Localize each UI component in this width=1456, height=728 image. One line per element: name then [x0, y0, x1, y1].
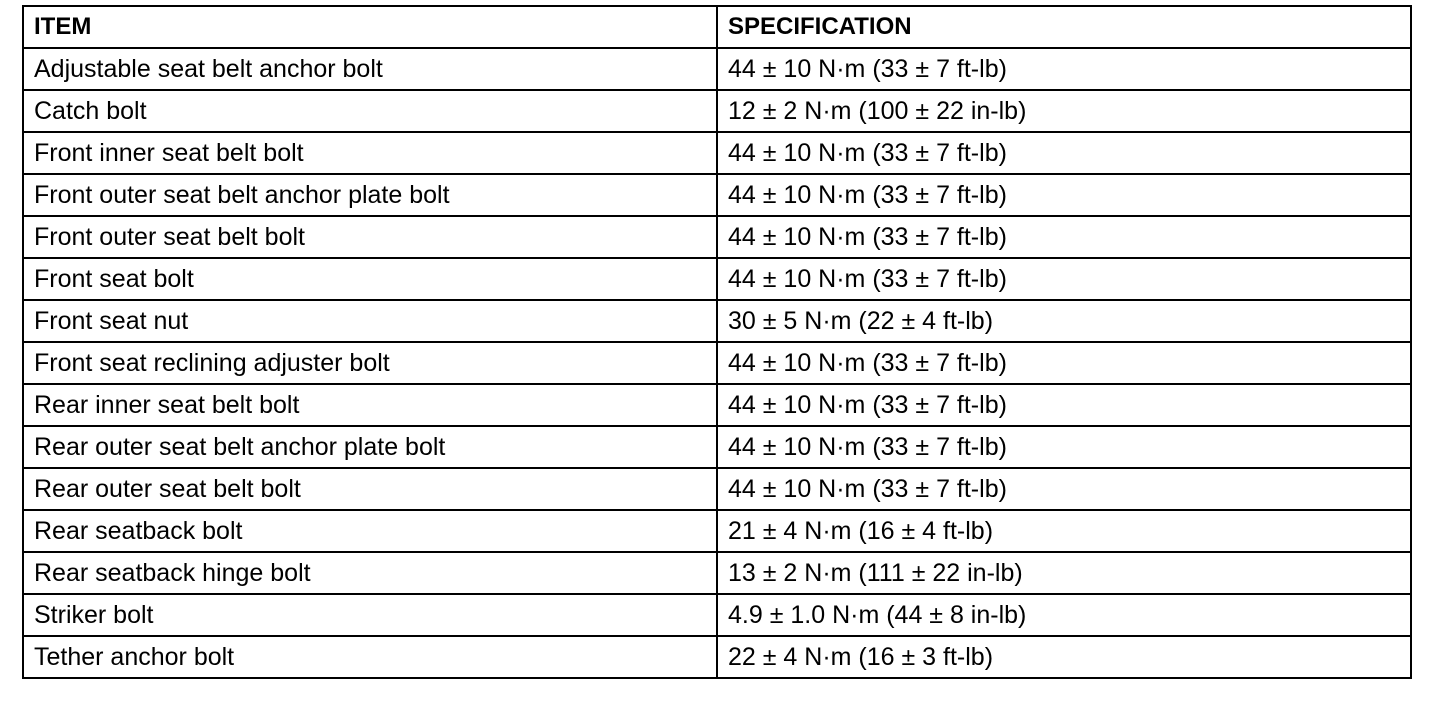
item-cell: Front inner seat belt bolt	[23, 132, 717, 174]
specification-cell: 44 ± 10 N·m (33 ± 7 ft-lb)	[717, 132, 1411, 174]
specification-cell: 44 ± 10 N·m (33 ± 7 ft-lb)	[717, 384, 1411, 426]
specification-cell: 13 ± 2 N·m (111 ± 22 in-lb)	[717, 552, 1411, 594]
item-cell: Striker bolt	[23, 594, 717, 636]
table-row	[23, 300, 1411, 342]
specification-cell: 12 ± 2 N·m (100 ± 22 in-lb)	[717, 90, 1411, 132]
specification-cell: 44 ± 10 N·m (33 ± 7 ft-lb)	[717, 468, 1411, 510]
table-row	[23, 132, 1411, 174]
item-cell: Front outer seat belt anchor plate bolt	[23, 174, 717, 216]
table-row	[23, 636, 1411, 678]
table-row	[23, 258, 1411, 300]
specification-cell: 44 ± 10 N·m (33 ± 7 ft-lb)	[717, 342, 1411, 384]
item-cell: Rear outer seat belt anchor plate bolt	[23, 426, 717, 468]
item-cell: Adjustable seat belt anchor bolt	[23, 48, 717, 90]
table-row	[23, 384, 1411, 426]
table-row	[23, 342, 1411, 384]
column-header-specification: SPECIFICATION	[717, 6, 1411, 48]
item-cell: Front seat nut	[23, 300, 717, 342]
specification-cell: 44 ± 10 N·m (33 ± 7 ft-lb)	[717, 426, 1411, 468]
item-cell: Front outer seat belt bolt	[23, 216, 717, 258]
item-cell: Rear inner seat belt bolt	[23, 384, 717, 426]
table-row	[23, 594, 1411, 636]
item-cell: Rear seatback hinge bolt	[23, 552, 717, 594]
table-row	[23, 174, 1411, 216]
table-row	[23, 510, 1411, 552]
item-cell: Rear outer seat belt bolt	[23, 468, 717, 510]
table-header-row	[23, 6, 1411, 48]
torque-specification-table	[22, 5, 1412, 679]
item-cell: Front seat reclining adjuster bolt	[23, 342, 717, 384]
specification-cell: 21 ± 4 N·m (16 ± 4 ft-lb)	[717, 510, 1411, 552]
specification-cell: 44 ± 10 N·m (33 ± 7 ft-lb)	[717, 258, 1411, 300]
specification-cell: 44 ± 10 N·m (33 ± 7 ft-lb)	[717, 174, 1411, 216]
table-row	[23, 90, 1411, 132]
specification-cell: 30 ± 5 N·m (22 ± 4 ft-lb)	[717, 300, 1411, 342]
column-header-item: ITEM	[23, 6, 717, 48]
table-row	[23, 48, 1411, 90]
item-cell: Tether anchor bolt	[23, 636, 717, 678]
table-row	[23, 426, 1411, 468]
table-row	[23, 552, 1411, 594]
table-row	[23, 216, 1411, 258]
specification-cell: 22 ± 4 N·m (16 ± 3 ft-lb)	[717, 636, 1411, 678]
item-cell: Catch bolt	[23, 90, 717, 132]
item-cell: Front seat bolt	[23, 258, 717, 300]
specification-cell: 4.9 ± 1.0 N·m (44 ± 8 in-lb)	[717, 594, 1411, 636]
table-row	[23, 468, 1411, 510]
specification-cell: 44 ± 10 N·m (33 ± 7 ft-lb)	[717, 48, 1411, 90]
specification-cell: 44 ± 10 N·m (33 ± 7 ft-lb)	[717, 216, 1411, 258]
item-cell: Rear seatback bolt	[23, 510, 717, 552]
